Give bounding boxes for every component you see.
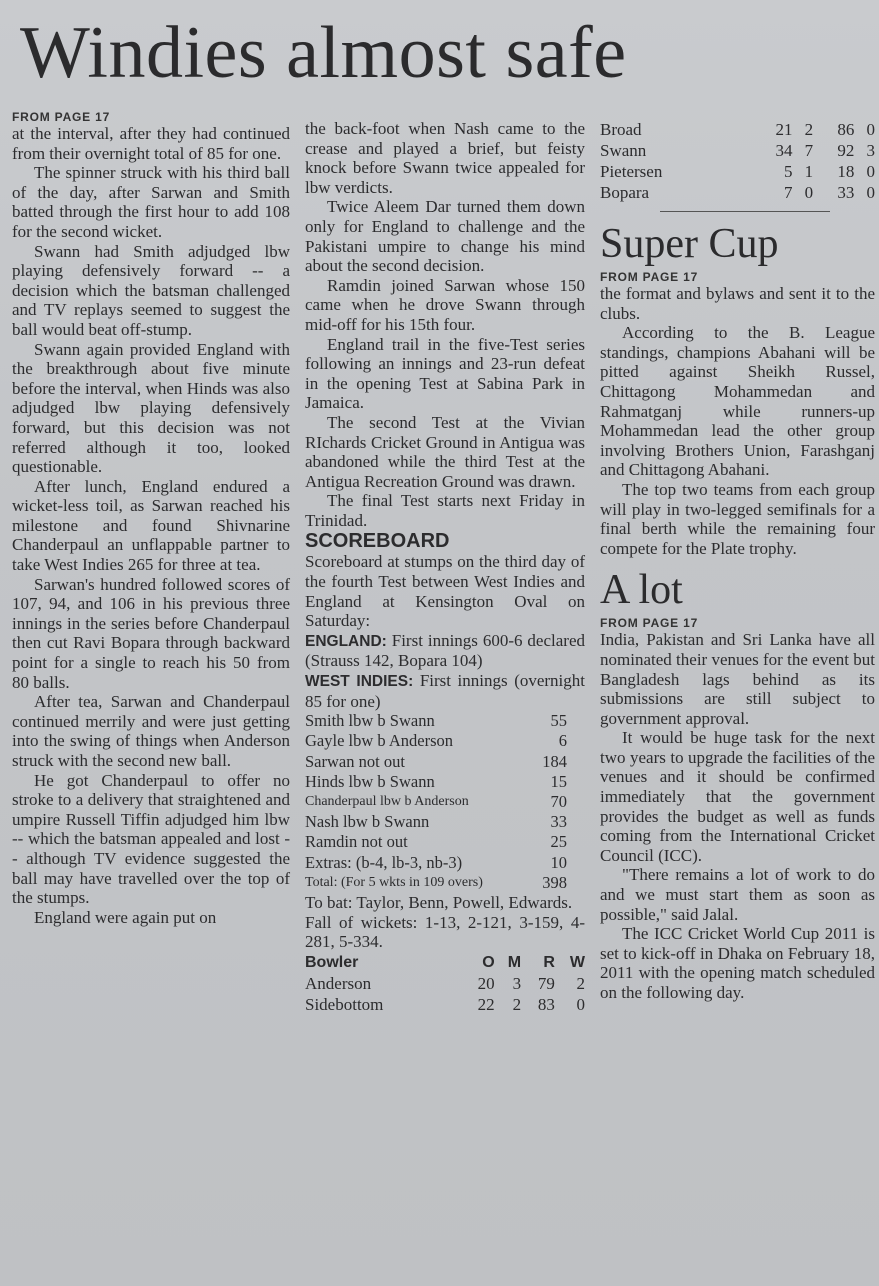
supercup-headline: Super Cup (600, 221, 779, 267)
paragraph: the format and bylaws and sent it to the clubs. (600, 284, 875, 323)
table-row (305, 994, 585, 1015)
runs: 398 (542, 872, 567, 892)
paragraph: It would be huge task for the next two years to upgrade the facilities of the venues and it should be confirmed immediately that the government provides the budget as well as funds coming from the International Cricket Council (ICC). (600, 728, 875, 865)
paragraph: The spinner struck with his third ball of the day, after Sarwan and Smith batted through the first hour to add 108 for the second wicket. (12, 163, 290, 241)
table-row (305, 812, 585, 832)
fall-of-wickets: Fall of wickets: 1-13, 2-121, 3-159, 4-281, 5-334. (305, 912, 585, 952)
runs: 18 (837, 162, 855, 181)
paragraph: Swann had Smith adjudged lbw playing defensively forward -- a decision which the batsman challenged and TV replays seemed to suggest the ball would beat off-stump. (12, 241, 290, 339)
runs: 33 (837, 183, 855, 202)
table-row (305, 731, 585, 751)
paragraph: India, Pakistan and Sri Lanka have all nominated their venues for the event but Bangladesh lags behind as its submissions are still subject to government approval. (600, 630, 875, 728)
from-page-label: FROM PAGE 17 (600, 616, 699, 631)
paragraph: He got Chanderpaul to offer no stroke to a delivery that straightened and umpire Russell Tiffin adjudged him lbw -- which the batsman appealed and lost -- although TV evidence suggested the ball may have travelled over the top of the stumps. (12, 770, 290, 908)
paragraph: Twice Aleem Dar turned them down only for England to challenge and the Pakistani umpire to change his mind about the second decision. (305, 197, 585, 276)
overs: 22 (477, 994, 495, 1014)
batsman: Nash lbw b Swann (305, 812, 430, 832)
table-row (305, 711, 585, 731)
runs: 86 (837, 120, 855, 139)
runs: 70 (550, 792, 567, 812)
batting-table (305, 711, 585, 893)
batsman: Gayle lbw b Anderson (305, 731, 454, 751)
paragraph: "There remains a lot of work to do and we must start them as soon as possible," said Jalal. (600, 865, 875, 924)
runs: 25 (550, 832, 567, 852)
wickets: 0 (866, 120, 875, 139)
from-page-label: FROM PAGE 17 (600, 270, 699, 284)
paragraph: Swann again provided England with the breakthrough about five minute before the interval, when Hinds was also adjudged lbw playing defensively forward, but this decision was not referred although it too, looked questionable. (12, 339, 290, 477)
paragraph: the back-foot when Nash came to the crease and played a brief, but feisty knock before Swann twice appealed for lbw verdicts. (305, 119, 585, 197)
table-row (600, 119, 875, 140)
england-text: First innings 600-6 declared (Strauss 142, Bopara 104) (305, 630, 585, 671)
table-row (600, 140, 875, 161)
paragraph: The second Test at the Vivian RIchards Cricket Ground in Antigua was abandoned while the third Test at the Antigua Recreation Ground was drawn. (305, 412, 585, 491)
column-3 (600, 119, 875, 1003)
table-row (305, 853, 585, 873)
alot-headline: A lot (600, 567, 683, 614)
maidens: 0 (804, 183, 814, 202)
overs: 7 (783, 183, 793, 202)
wi-label: WEST INDIES: (305, 673, 414, 691)
runs: 33 (550, 812, 567, 832)
extras: Extras: (b-4, lb-3, nb-3) (305, 852, 463, 872)
header-cell: O (482, 953, 495, 971)
header-cell: W (569, 953, 585, 971)
bowling-table (305, 952, 585, 1015)
total: Total: (For 5 wkts in 109 overs) (305, 874, 483, 890)
table-row (600, 182, 875, 203)
overs: 5 (783, 162, 793, 181)
maidens: 1 (804, 162, 814, 181)
wickets: 0 (866, 162, 875, 181)
paragraph: According to the B. League standings, champions Abahani will be pitted against Sheikh Russel, Chittagong Mohammedan and Rahmatganj while runners-up Mohammedan lead the other group involving Brothers Union, Farashganj and Chittagong Abahani. (600, 323, 875, 480)
column-1 (12, 110, 290, 927)
batsman: Ramdin not out (305, 832, 408, 852)
paragraph: The final Test starts next Friday in Trinidad. (305, 491, 585, 530)
wickets: 0 (866, 183, 875, 202)
paragraph: at the interval, after they had continued from their overnight total of 85 for one. (12, 124, 290, 163)
table-row (305, 873, 585, 893)
paragraph: England were again put on (34, 907, 217, 927)
runs: 184 (542, 751, 567, 771)
runs: 6 (558, 731, 567, 751)
wi-innings (305, 671, 585, 711)
table-row (305, 832, 585, 852)
paragraph: After tea, Sarwan and Chanderpaul continued merrily and were just getting into the swing of things when Anderson struck with the second new ball. (12, 692, 290, 770)
table-row (600, 161, 875, 182)
table-header-row (305, 952, 585, 973)
paragraph: The top two teams from each group will play in two-legged semifinals for a final berth while the remaining four compete for the Plate trophy. (600, 479, 875, 558)
headline: Windies almost safe (20, 12, 627, 94)
bowler: Pietersen (600, 162, 663, 181)
wickets: 0 (576, 994, 585, 1014)
wi-text: First innings (overnight 85 for one) (305, 671, 586, 711)
header-cell: R (543, 953, 555, 971)
paragraph: After lunch, England endured a wicket-less toil, as Sarwan reached his milestone and found Shivnarine Chanderpaul an unflappable partner to take West Indies 265 for three at tea. (12, 476, 290, 575)
runs: 15 (550, 771, 567, 791)
england-label: ENGLAND: (305, 632, 387, 650)
runs: 10 (550, 852, 567, 872)
table-row (305, 752, 585, 772)
wickets: 3 (866, 141, 875, 160)
batsman: Smith lbw b Swann (305, 711, 435, 731)
runs: 83 (537, 994, 555, 1014)
wickets: 2 (576, 973, 585, 993)
divider (660, 211, 830, 212)
batsman: Hinds lbw b Swann (305, 771, 435, 791)
england-innings (305, 631, 585, 671)
scoreboard-intro: Scoreboard at stumps on the third day of the fourth Test between West Indies and England at Kensington Oval on Saturday: (305, 552, 585, 631)
batsman: Chanderpaul lbw b Anderson (305, 794, 469, 810)
paragraph: The ICC Cricket World Cup 2011 is set to kick-off in Dhaka on February 18, 2011 with the opening match scheduled on the following day. (600, 924, 875, 1002)
paragraph: England trail in the five-Test series following an innings and 23-run defeat in the opening Test at Sabina Park in Jamaica. (305, 334, 585, 413)
table-row (305, 772, 585, 792)
column-2 (305, 119, 585, 1015)
to-bat: To bat: Taylor, Benn, Powell, Edwards. (305, 893, 573, 913)
from-page-label: FROM PAGE 17 (12, 110, 111, 124)
bowler: Broad (600, 120, 642, 139)
overs: 21 (775, 120, 793, 139)
runs: 92 (837, 141, 855, 160)
bowler: Swann (600, 141, 647, 160)
paragraph: Ramdin joined Sarwan whose 150 came when he drove Swann through mid-off for his 15th four. (305, 275, 585, 334)
paragraph: Sarwan's hundred followed scores of 107, 94, and 106 in his previous three innings in the series before Chanderpaul then cut Ravi Bopara through backward point for a single to reach his 50 from 80 balls. (12, 574, 290, 692)
header-cell: Bowler (305, 953, 359, 971)
maidens: 3 (512, 973, 522, 993)
header-cell: M (507, 953, 522, 971)
batsman: Sarwan not out (305, 751, 405, 771)
bowling-table-continued (600, 119, 875, 203)
bowler: Anderson (305, 973, 372, 993)
bowler: Sidebottom (305, 994, 384, 1014)
table-row (305, 973, 585, 994)
maidens: 7 (804, 141, 814, 160)
table-row (305, 792, 585, 812)
overs: 20 (477, 973, 495, 993)
overs: 34 (775, 141, 793, 160)
runs: 55 (550, 711, 567, 731)
scoreboard-title: SCOREBOARD (305, 530, 450, 553)
maidens: 2 (804, 120, 814, 139)
maidens: 2 (512, 994, 522, 1014)
runs: 79 (537, 973, 555, 993)
bowler: Bopara (600, 183, 650, 202)
